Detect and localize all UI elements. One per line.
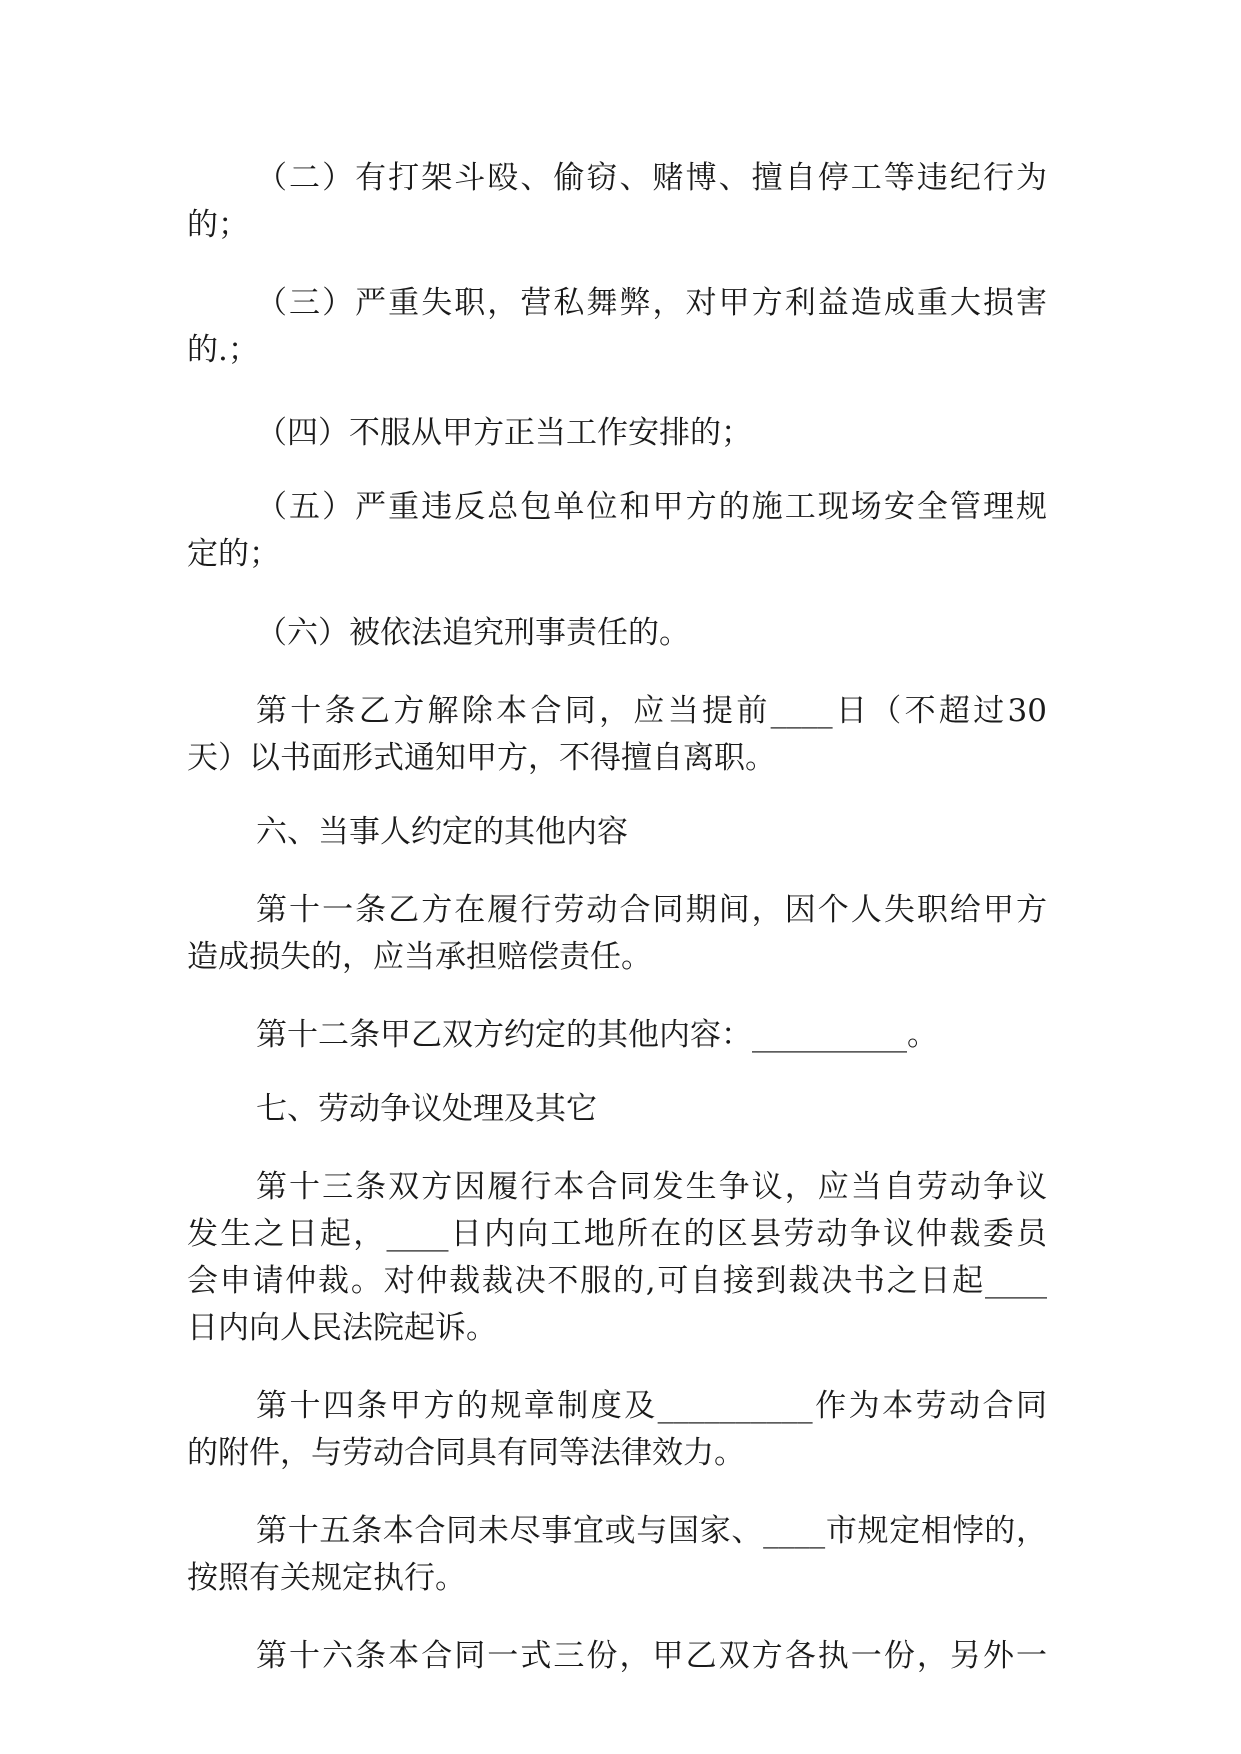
section-7-heading: 七、劳动争议处理及其它 [256, 1091, 597, 1127]
article-13-line-1: 第十三条双方因履行本合同发生争议，应当自劳动争议 [256, 1169, 1047, 1205]
contract-body [187, 155, 1047, 1680]
clause-item-2-line-2: 的； [187, 207, 249, 243]
clause-item-5-line-2: 定的； [187, 536, 280, 572]
article-13-line-4: 日内向人民法院起诉。 [187, 1310, 497, 1346]
article-13-line-3: 会申请仲裁。对仲裁裁决不服的,可自接到裁决书之日起____ [187, 1263, 1047, 1299]
section-6-heading: 六、当事人约定的其他内容 [256, 814, 628, 850]
clause-item-2-line-1: （二）有打架斗殴、偷窃、赌博、擅自停工等违纪行为 [256, 160, 1047, 196]
article-10-line-1: 第十条乙方解除本合同，应当提前____日（不超过30 [256, 693, 1047, 729]
article-10-line-2: 天）以书面形式通知甲方，不得擅自离职。 [187, 740, 776, 776]
clause-item-5-line-1: （五）严重违反总包单位和甲方的施工现场安全管理规 [256, 489, 1047, 525]
article-11-line-2: 造成损失的，应当承担赔偿责任。 [187, 939, 652, 975]
article-15-line-2: 按照有关规定执行。 [187, 1560, 466, 1596]
article-12: 第十二条甲乙双方约定的其他内容：__________。 [256, 1017, 938, 1053]
article-14-line-2: 的附件，与劳动合同具有同等法律效力。 [187, 1435, 745, 1471]
clause-item-3-line-1: （三）严重失职，营私舞弊，对甲方利益造成重大损害 [256, 285, 1047, 321]
article-11-line-1: 第十一条乙方在履行劳动合同期间，因个人失职给甲方 [256, 892, 1047, 928]
article-15-line-1: 第十五条本合同未尽事宜或与国家、____市规定相悖的， [256, 1513, 1047, 1549]
clause-item-3-line-2: 的.； [187, 332, 259, 368]
clause-item-6: （六）被依法追究刑事责任的。 [256, 615, 690, 651]
article-14-line-1: 第十四条甲方的规章制度及__________作为本劳动合同 [256, 1388, 1047, 1424]
article-16-line-1: 第十六条本合同一式三份，甲乙双方各执一份，另外一 [256, 1638, 1047, 1674]
article-13-line-2: 发生之日起，____日内向工地所在的区县劳动争议仲裁委员 [187, 1216, 1047, 1252]
clause-item-4: （四）不服从甲方正当工作安排的； [256, 415, 752, 451]
